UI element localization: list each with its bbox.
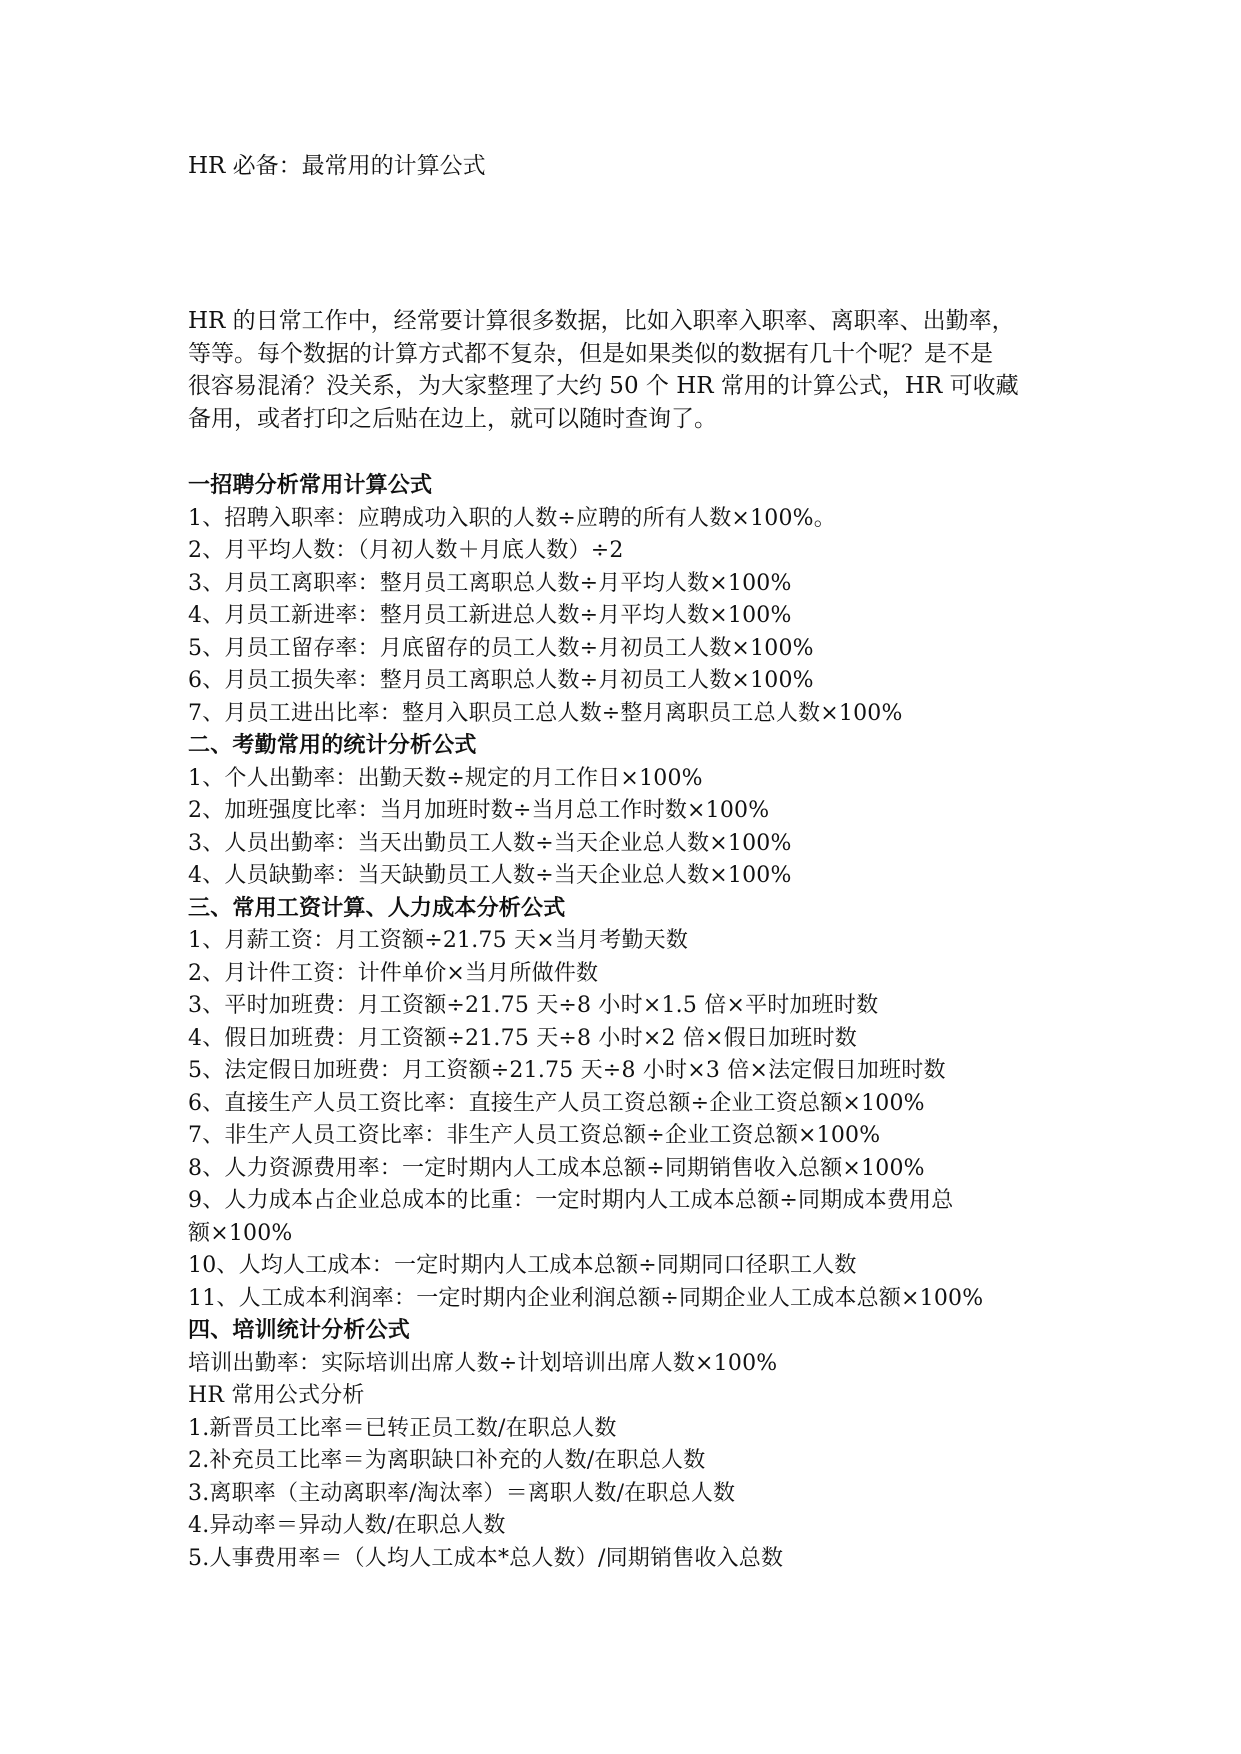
- formula-line: 3、月员工离职率：整月员工离职总人数÷月平均人数×100%: [188, 570, 792, 596]
- formula-line: 4.异动率＝异动人数/在职总人数: [188, 1513, 506, 1538]
- formula-line: 7、非生产人员工资比率：非生产人员工资总额÷企业工资总额×100%: [188, 1123, 881, 1148]
- section-heading: 一招聘分析常用计算公式: [188, 473, 433, 498]
- formula-line: 4、假日加班费：月工资额÷21.75 天÷8 小时×2 倍×假日加班时数: [188, 1025, 857, 1051]
- formula-line: 4、人员缺勤率：当天缺勤员工人数÷当天企业总人数×100%: [188, 863, 792, 888]
- intro-line: 很容易混淆？没关系，为大家整理了大约 50 个 HR 常用的计算公式，HR 可收藏: [188, 373, 1019, 399]
- formula-line: 11、人工成本利润率：一定时期内企业利润总额÷同期企业人工成本总额×100%: [188, 1285, 984, 1311]
- formula-line: 3、人员出勤率：当天出勤员工人数÷当天企业总人数×100%: [188, 830, 792, 856]
- formula-line: 2、月平均人数：（月初人数＋月底人数）÷2: [188, 538, 624, 563]
- formula-line: 2.补充员工比率＝为离职缺口补充的人数/在职总人数: [188, 1448, 706, 1473]
- section-heading: 二、考勤常用的统计分析公式: [188, 733, 477, 758]
- formula-line: 额×100%: [188, 1220, 293, 1246]
- formula-line: 3.离职率（主动离职率/淘汰率）＝离职人数/在职总人数: [188, 1480, 736, 1506]
- intro-line: HR 的日常工作中，经常要计算很多数据，比如入职率入职率、离职率、出勤率，: [188, 308, 1015, 334]
- formula-line: 1、个人出勤率：出勤天数÷规定的月工作日×100%: [188, 765, 703, 791]
- formula-line: 培训出勤率：实际培训出席人数÷计划培训出席人数×100%: [188, 1350, 778, 1376]
- section-heading: 三、常用工资计算、人力成本分析公式: [188, 895, 566, 921]
- formula-line: 6、月员工损失率：整月员工离职总人数÷月初员工人数×100%: [188, 668, 814, 693]
- formula-line: 1.新晋员工比率＝已转正员工数/在职总人数: [188, 1415, 617, 1441]
- formula-line: 4、月员工新进率：整月员工新进总人数÷月平均人数×100%: [188, 603, 792, 628]
- intro-paragraph: [188, 305, 1068, 435]
- formula-list: [188, 470, 1088, 1575]
- formula-line: HR 常用公式分析: [188, 1383, 365, 1408]
- page-title: HR 必备：最常用的计算公式: [188, 153, 486, 179]
- formula-line: 9、人力成本占企业总成本的比重：一定时期内人工成本总额÷同期成本费用总: [188, 1188, 954, 1213]
- formula-line: 6、直接生产人员工资比率：直接生产人员工资总额÷企业工资总额×100%: [188, 1090, 925, 1116]
- intro-line: 备用，或者打印之后贴在边上，就可以随时查询了。: [188, 405, 717, 432]
- formula-line: 5.人事费用率＝（人均人工成本*总人数）/同期销售收入总数: [188, 1545, 784, 1571]
- formula-line: 5、月员工留存率：月底留存的员工人数÷月初员工人数×100%: [188, 635, 814, 661]
- formula-line: 2、月计件工资：计件单价×当月所做件数: [188, 960, 599, 986]
- formula-line: 1、招聘入职率：应聘成功入职的人数÷应聘的所有人数×100%。: [188, 505, 836, 531]
- formula-line: 10、人均人工成本：一定时期内人工成本总额÷同期同口径职工人数: [188, 1253, 857, 1278]
- formula-line: 7、月员工进出比率：整月入职员工总人数÷整月离职员工总人数×100%: [188, 700, 903, 726]
- formula-line: 8、人力资源费用率：一定时期内人工成本总额÷同期销售收入总额×100%: [188, 1155, 925, 1181]
- formula-line: 5、法定假日加班费：月工资额÷21.75 天÷8 小时×3 倍×法定假日加班时数: [188, 1058, 946, 1083]
- formula-line: 3、平时加班费：月工资额÷21.75 天÷8 小时×1.5 倍×平时加班时数: [188, 993, 879, 1018]
- intro-line: 等等。每个数据的计算方式都不复杂，但是如果类似的数据有几十个呢？是不是: [188, 340, 993, 367]
- formula-line: 1、月薪工资：月工资额÷21.75 天×当月考勤天数: [188, 928, 689, 953]
- section-heading: 四、培训统计分析公式: [188, 1318, 411, 1343]
- formula-line: 2、加班强度比率：当月加班时数÷当月总工作时数×100%: [188, 798, 770, 823]
